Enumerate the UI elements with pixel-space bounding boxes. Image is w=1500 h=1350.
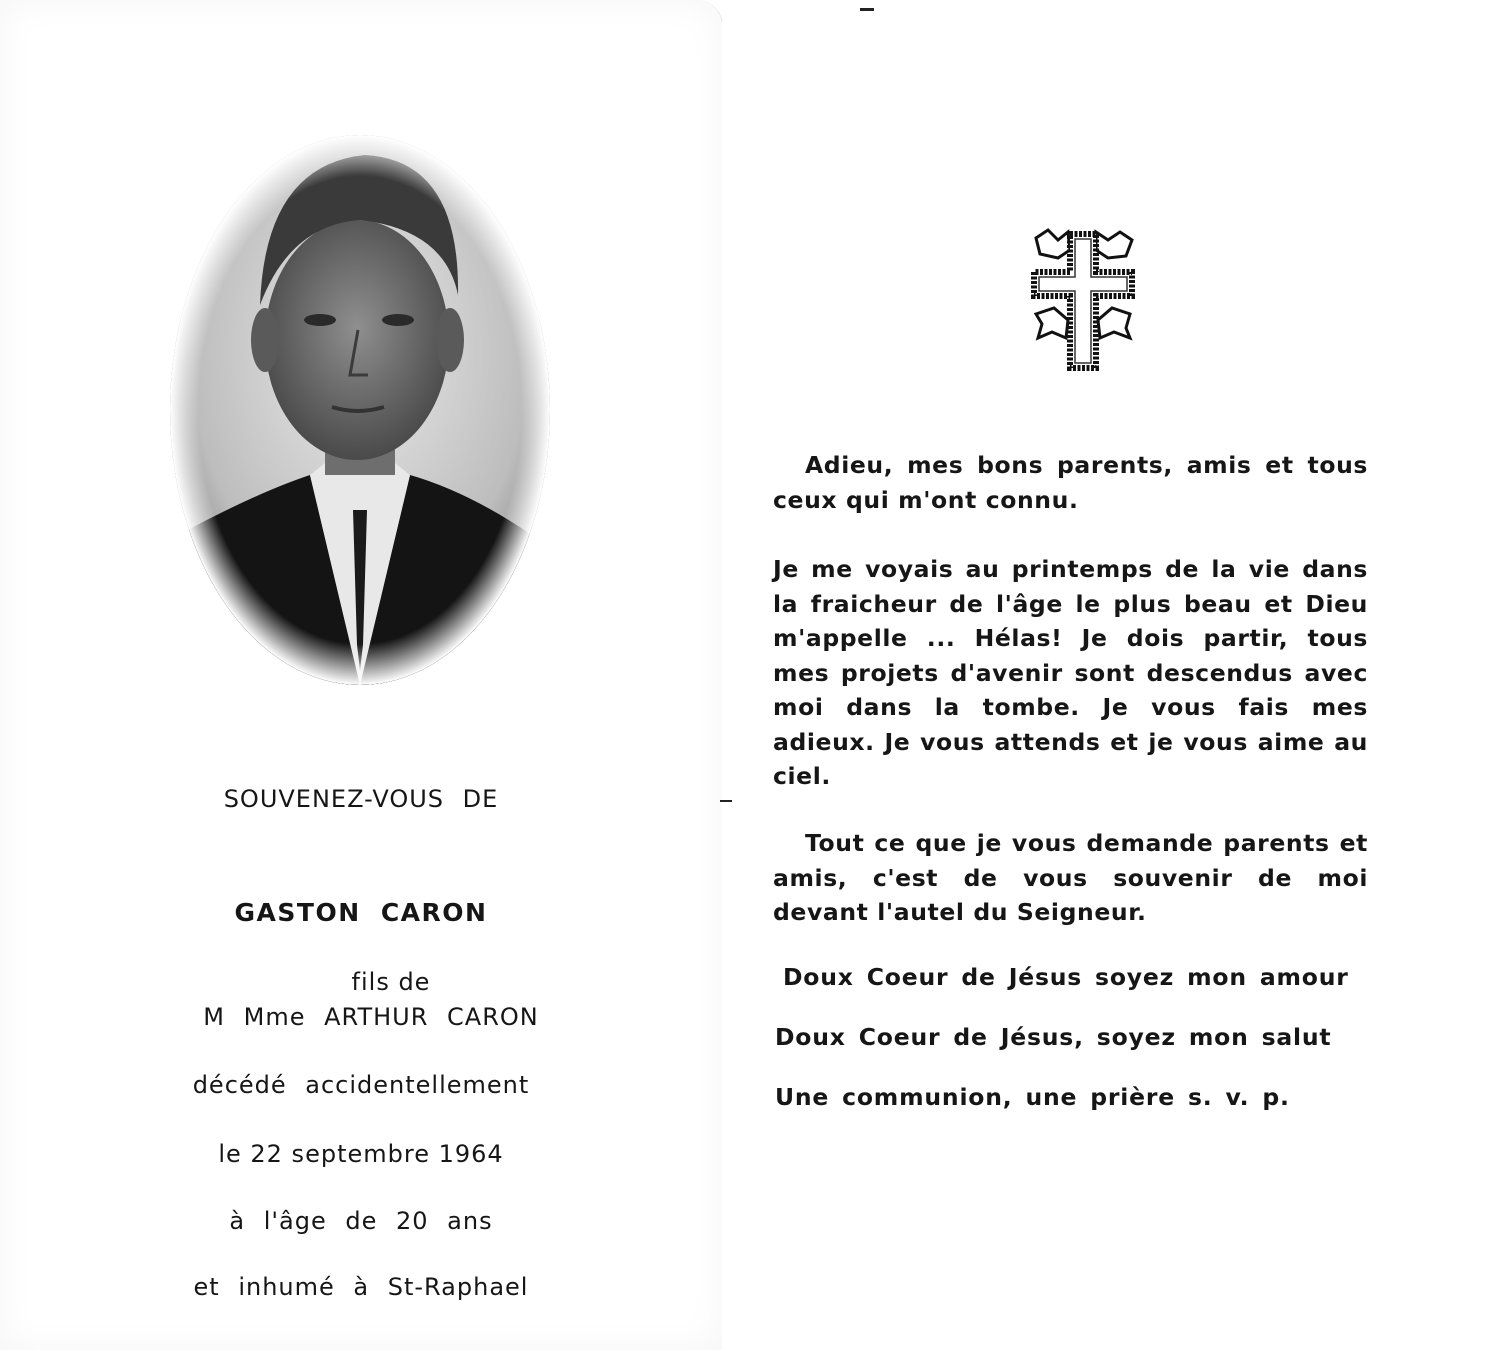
farewell-paragraph: Adieu, mes bons parents, amis et tous ceux qui m'ont connu. bbox=[773, 451, 1368, 514]
age-at-death: à l'âge de 20 ans bbox=[229, 1207, 493, 1235]
request-paragraph: Tout ce que je vous demande parents et amis, c'est de vous souvenir de moi devant l'autel du Seigneur. bbox=[773, 829, 1368, 926]
fils-de-label: fils de bbox=[351, 968, 431, 996]
cross-with-leaves-icon bbox=[1028, 228, 1138, 373]
communion-request: Une communion, une prière s. v. p. bbox=[775, 1083, 1290, 1111]
parents-names: M Mme ARTHUR CARON bbox=[203, 1003, 539, 1031]
spring-of-life-paragraph: Je me voyais au printemps de la vie dans la fraicheur de l'âge le plus beau et Dieu m'appelle ... Hélas! Je dois partir, tous mes projets d'avenir sont descendus avec moi dans la tombe. Je vous fais mes adieux. Je vous attends et je vous aime au ciel. bbox=[773, 555, 1368, 790]
death-cause: décédé accidentellement bbox=[192, 1071, 530, 1099]
burial-place: et inhumé à St-Raphael bbox=[193, 1273, 529, 1301]
prayer-salut: Doux Coeur de Jésus, soyez mon salut bbox=[775, 1023, 1332, 1051]
print-mark bbox=[860, 8, 874, 11]
prayer-amour: Doux Coeur de Jésus soyez mon amour bbox=[783, 963, 1349, 991]
death-date: le 22 septembre 1964 bbox=[218, 1140, 504, 1168]
portrait-photo bbox=[160, 125, 560, 695]
heading-souvenez-vous: SOUVENEZ-VOUS DE bbox=[223, 785, 499, 813]
deceased-name: GASTON CARON bbox=[234, 898, 488, 927]
print-mark bbox=[720, 800, 732, 802]
memorial-card-front bbox=[0, 0, 723, 1350]
